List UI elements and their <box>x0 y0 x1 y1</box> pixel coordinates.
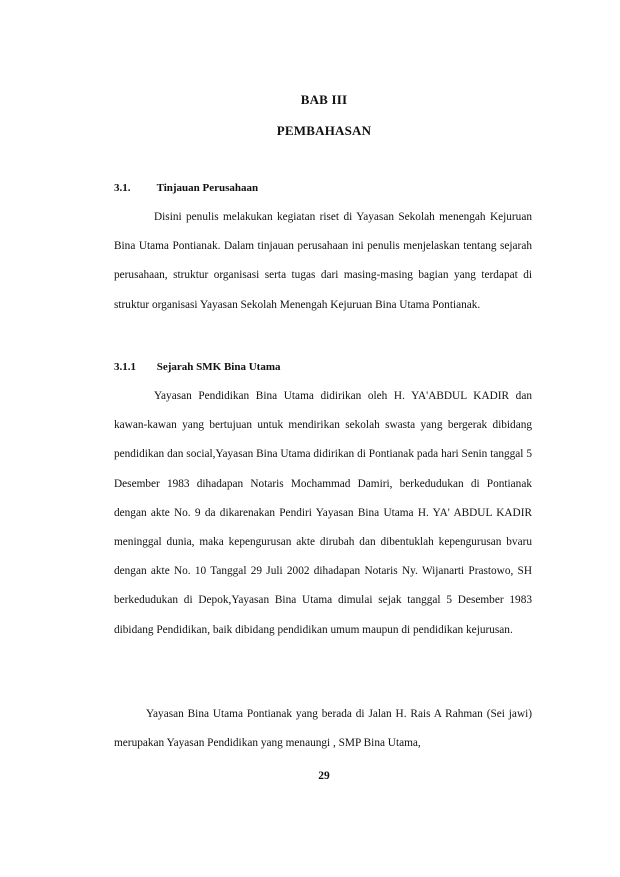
section-number: 3.1.1 <box>114 361 136 373</box>
section-title: Sejarah SMK Bina Utama <box>156 361 281 373</box>
section-paragraph: Disini penulis melakukan kegiatan riset di Yayasan Sekolah menengah Kejuruan Bina Utama Pontianak. Dalam tinjauan perusahaan ini penulis menjelaskan tentang sejarah perusahaan, struktur organisasi serta tugas dari masing-masing bagian yang terdapat di struktur organisasi Yayasan Sekolah Menengah Kejuruan Bina Utama Pontianak. <box>114 211 532 311</box>
history-paragraph: Yayasan Pendidikan Bina Utama didirikan oleh H. YA'ABDUL KADIR dan kawan-kawan yang bertujuan untuk mendirikan sekolah swasta yang bergerak dibidang pendidikan dan social,Yayasan Bina Utama didirikan di Pontianak pada hari Senin tanggal 5 Desember 1983 dihadapan Notaris Mochammad Damiri, berkedudukan di Pontianak dengan akte No. 9 da dikarenakan Pendiri Yayasan Bina Utama H. YA' ABDUL KADIR meninggal dunia, maka kepengurusan akte dirubah dan dibentuklah kepengurusan bvaru dengan akte No. 10 Tanggal 29 Juli 2002 dihadapan Notaris Ny. Wijanarti Prastowo, SH berkedudukan di Depok,Yayasan Bina Utama dimulai sejak tanggal 5 Desember 1983 dibidang Pendidikan, baik dibidang pendidikan umum maupun di pendidikan kejurusan. <box>114 390 532 636</box>
location-paragraph: Yayasan Bina Utama Pontianak yang berada di Jalan H. Rais A Rahman (Sei jawi) merupakan Yayasan Pendidikan yang menaungi , SMP Bina Utama, <box>114 708 532 750</box>
section-heading-3-1 <box>114 182 258 194</box>
chapter-label: BAB III <box>300 92 348 107</box>
section-heading-3-1-1 <box>114 361 281 373</box>
section-title: Tinjauan Perusahaan <box>156 182 259 194</box>
page-number: 29 <box>318 770 330 782</box>
chapter-title: PEMBAHASAN <box>276 123 372 138</box>
section-number: 3.1. <box>114 182 131 194</box>
